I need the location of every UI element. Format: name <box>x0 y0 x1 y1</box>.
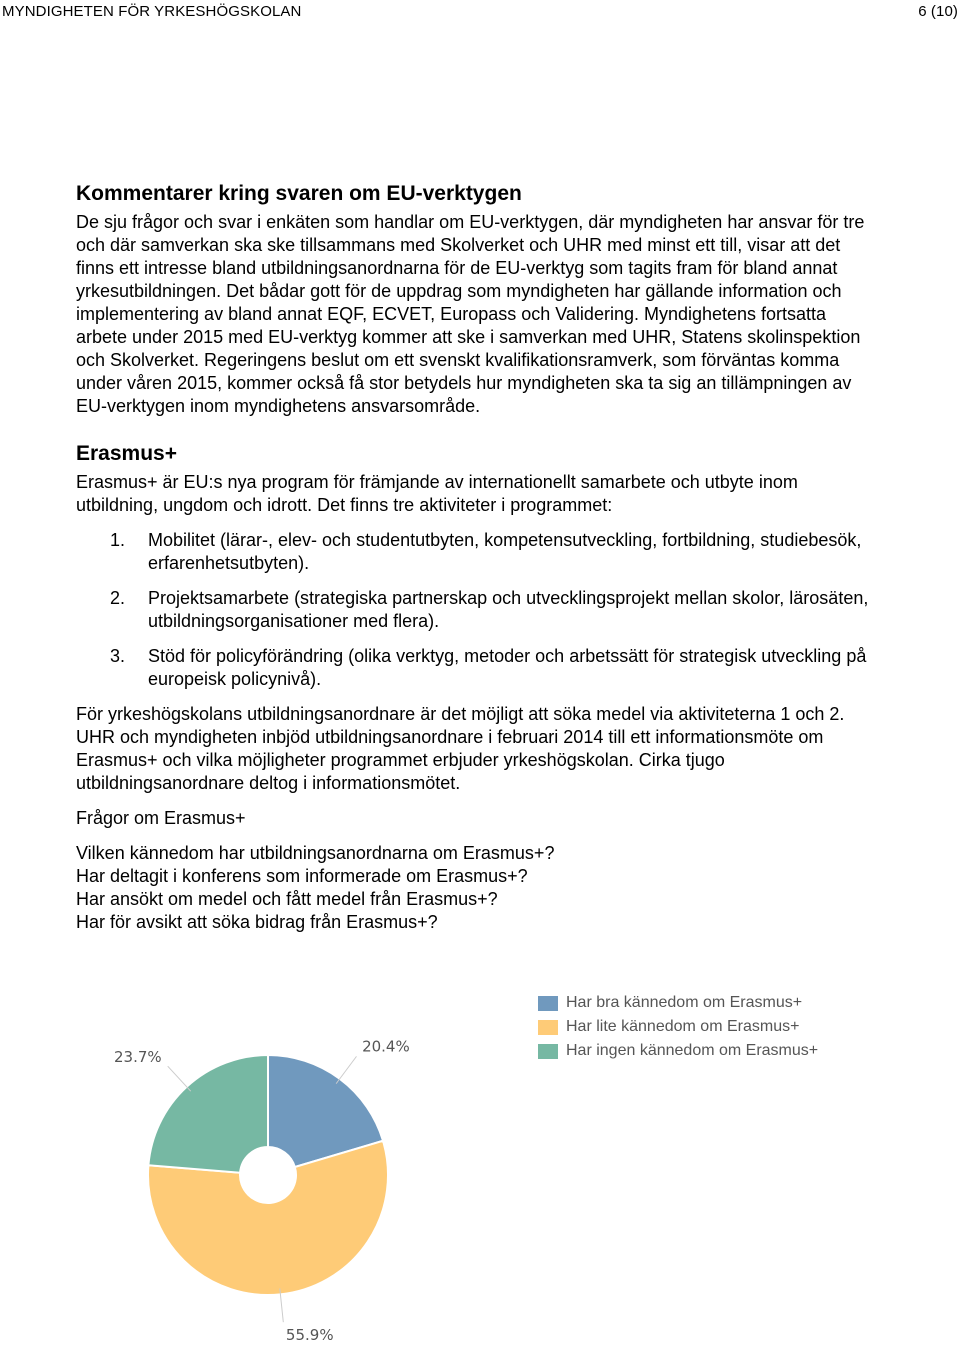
organization-name: MYNDIGHETEN FÖR YRKESHÖGSKOLAN <box>2 3 302 20</box>
list-number: 1. <box>110 530 126 550</box>
legend-swatch <box>538 1020 558 1035</box>
questions-title: Frågor om Erasmus+ <box>76 808 246 828</box>
section-heading-eu-tools: Kommentarer kring svaren om EU-verktygen <box>76 182 522 205</box>
question-list <box>76 842 876 934</box>
page-number: 6 (10) <box>918 3 958 20</box>
pie-slice <box>148 1055 268 1173</box>
list-item <box>76 587 876 633</box>
legend-swatch <box>538 1044 558 1059</box>
question-item: Har ansökt om medel och fått medel från Erasmus+? <box>76 889 498 909</box>
legend-label: Har ingen kännedom om Erasmus+ <box>566 1042 819 1059</box>
donut-chart <box>0 985 960 1348</box>
list-item <box>76 645 876 691</box>
slice-percent-label: 23.7% <box>113 1047 162 1066</box>
erasmus-intro: Erasmus+ är EU:s nya program för främjande av internationellt samarbete och utbyte inom utbildning, ungdom och idrott. Det finns tre aktiviteter i programmet: <box>76 472 798 515</box>
donut-chart-svg <box>0 985 960 1348</box>
slice-percent-label: 20.4% <box>362 1037 410 1056</box>
list-number: 2. <box>110 588 126 608</box>
list-text: Stöd för policyförändring (olika verktyg, metoder och arbetssätt för strategisk utveckling på europeisk policynivå). <box>148 646 867 689</box>
section-heading-erasmus: Erasmus+ <box>76 442 177 465</box>
list-item <box>76 529 876 575</box>
question-item: Har för avsikt att söka bidrag från Erasmus+? <box>76 912 438 932</box>
question-item: Har deltagit i konferens som informerade om Erasmus+? <box>76 866 528 886</box>
list-number: 3. <box>110 646 126 666</box>
page-header <box>0 3 960 23</box>
legend-swatch <box>538 996 558 1011</box>
legend-label: Har bra kännedom om Erasmus+ <box>566 994 803 1011</box>
slice-percent-label: 55.9% <box>285 1326 334 1345</box>
list-text: Mobilitet (lärar-, elev- och studentutbyten, kompetensutveckling, fortbildning, studiebesök, erfarenhetsutbyten). <box>148 530 862 573</box>
activity-list <box>76 529 876 691</box>
eu-tools-paragraph: De sju frågor och svar i enkäten som handlar om EU-verktygen, där myndigheten har ansvar för tre och där samverkan ska ske tillsammans med Skolverket och UHR med minst ett till, visar att det finns ett intresse bland utbildningsanordnarna för de EU-verktyg som tagits fram för bland annat yrkesutbildningen. Det bådar gott för de uppdrag som myndigheten har gällande information och implementering av bland annat EQF, ECVET, Europass och Validering. Myndighetens fortsatta arbete under 2015 med EU-verktyg kommer att ske i samverkan med UHR, Statens skolinspektion och Skolverket. Regeringens beslut om ett svenskt kvalifikationsramverk, som förväntas komma under våren 2015, kommer också få stor betydels hur myndigheten ska ta sig an tillämpningen av EU-verktygen inom myndighetens ansvarsområde. <box>76 212 865 416</box>
list-text: Projektsamarbete (strategiska partnerskap och utvecklingsprojekt mellan skolor, lärosäten, utbildningsorganisationer med flera). <box>148 588 869 631</box>
slice-leader-line <box>336 1056 356 1083</box>
document-body <box>76 180 876 934</box>
slice-leader-line <box>168 1066 191 1091</box>
legend-label: Har lite kännedom om Erasmus+ <box>566 1018 800 1035</box>
question-item: Vilken kännedom har utbildningsanordnarna om Erasmus+? <box>76 843 555 863</box>
erasmus-paragraph-2: För yrkeshögskolans utbildningsanordnare är det möjligt att söka medel via aktiviteterna 1 och 2. UHR och myndigheten inbjöd utbildningsanordnare i februari 2014 till ett informationsmöte om Erasmus+ och vilka möjligheter programmet erbjuder yrkeshögskolan. Cirka tjugo utbildningsanordnare deltog i informationsmötet. <box>76 704 845 793</box>
